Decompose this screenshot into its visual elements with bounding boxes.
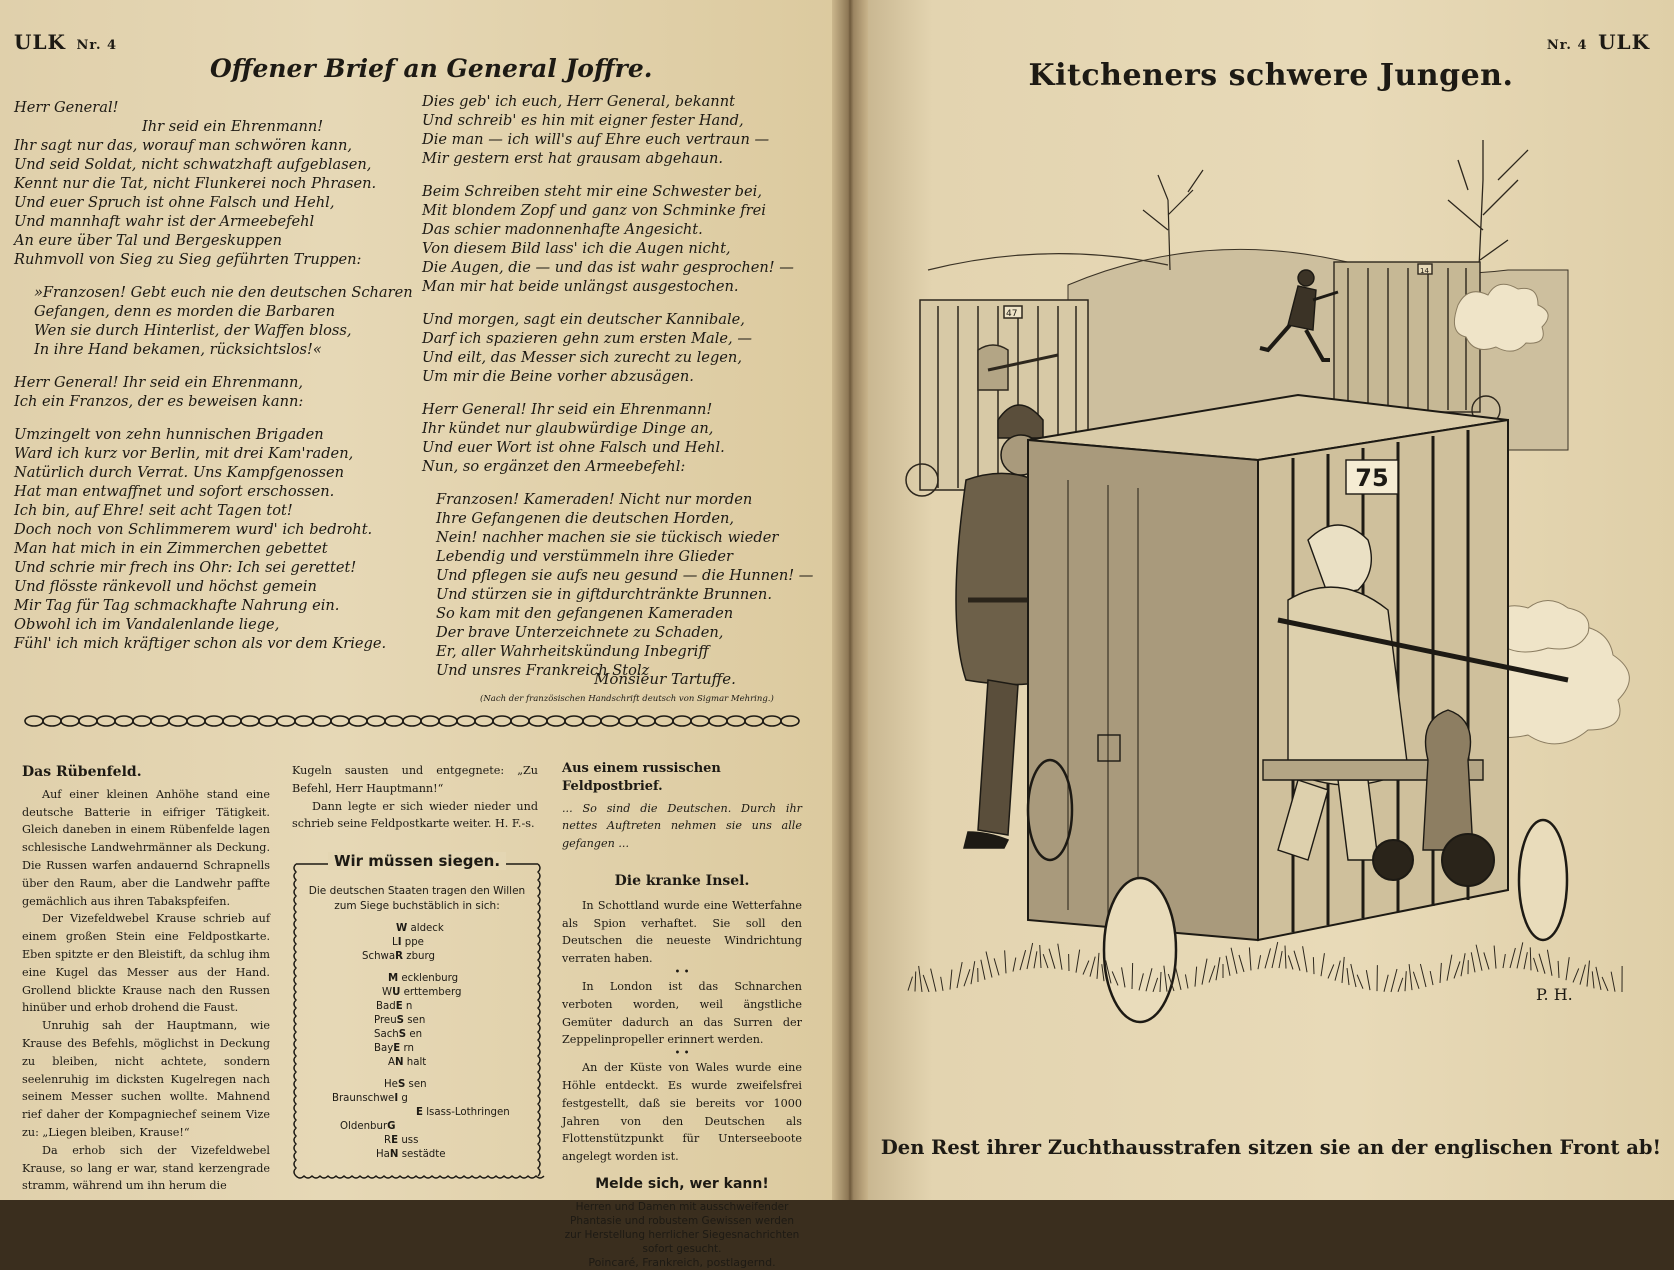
state-suffix: halt: [406, 1057, 427, 1068]
cage-number: 75: [1355, 464, 1389, 492]
chain-link: [25, 716, 43, 726]
poem-line: Man mir hat beide unlängst ausgestochen.: [422, 278, 739, 295]
ruebenfeld-article: [22, 764, 270, 1195]
continuation-paragraph: Dann legte er sich wieder nieder und schrieb seine Feldpostkarte weiter. H. F.-s.: [292, 799, 538, 831]
chain-divider: [22, 712, 802, 730]
poem-line: Ruhmvoll von Sieg zu Sieg geführten Truppen:: [14, 251, 362, 268]
cartoon-caption: Den Rest ihrer Zuchthausstrafen sitzen sie an der englischen Front ab!: [880, 1136, 1662, 1159]
main-cage: [1028, 395, 1568, 1022]
chain-link: [259, 716, 277, 726]
state-name: [340, 1120, 396, 1134]
stanza-gap: [14, 411, 413, 425]
poem-column-1: [14, 98, 413, 653]
state-prefix: Preu: [374, 1015, 397, 1026]
poem-line: Gefangen, denn es morden die Barbaren: [34, 303, 335, 320]
cartoon-illustration: [868, 120, 1674, 1120]
poem-line: Ihr kündet nur glaubwürdige Dinge an,: [422, 420, 714, 437]
state-name: [388, 1056, 426, 1070]
chain-link: [493, 716, 511, 726]
chain-link: [637, 716, 655, 726]
stanza-gap: [422, 476, 813, 490]
poem-line: Und eilt, das Messer sich zurecht zu legen,: [422, 349, 742, 366]
wir-muessen-siegen-box: [292, 852, 542, 1182]
poem-line: Man hat mich in ein Zimmerchen gebettet: [14, 540, 328, 557]
poem-line: Obwohl ich im Vandalenlande liege,: [14, 616, 280, 633]
poem-line: Dies geb' ich euch, Herr General, bekannt: [422, 93, 735, 110]
state-suffix: rn: [403, 1043, 414, 1054]
state-name: [392, 936, 424, 950]
continuation-paragraph: Kugeln sausten und entgegnete: „Zu Befehl, Herr Hauptmann!“: [292, 764, 538, 795]
state-key-letter: R: [395, 951, 403, 962]
insel-paragraph: In London ist das Schnarchen verboten worden, weil ängstliche Gemüter dadurch an das Surren der Zeppelinpropeller erinnert werden.: [562, 979, 802, 1047]
poem-line: Um mir die Beine vorher abzusägen.: [422, 368, 694, 385]
cage-number: 47: [1006, 309, 1018, 319]
chain-link: [295, 716, 313, 726]
state-key-letter: N: [389, 1149, 399, 1160]
poem-line: Mit blondem Zopf und ganz von Schminke frei: [422, 202, 766, 219]
state-suffix: sen: [407, 1015, 426, 1026]
insel-title: Die kranke Insel.: [614, 872, 750, 889]
poem-line: Herr General!: [14, 99, 119, 116]
smoke-cloud: [1454, 284, 1548, 351]
poem-line: Er, aller Wahrheitskündung Inbegriff: [436, 643, 709, 660]
poem-line: Und mannhaft wahr ist der Armeebefehl: [14, 213, 315, 230]
grass: [908, 942, 1622, 992]
melde-title: Melde sich, wer kann!: [595, 1175, 769, 1192]
insel-separator: • •: [674, 1048, 690, 1060]
chain-link: [565, 716, 583, 726]
stanza-gap: [422, 296, 813, 310]
state-key-letter: N: [394, 1057, 404, 1068]
state-prefix: Sach: [374, 1029, 399, 1040]
state-suffix: ecklenburg: [401, 973, 459, 984]
poem-line: Ich ein Franzos, der es beweisen kann:: [14, 393, 304, 410]
poem-title: Offener Brief an General Joffre.: [210, 54, 653, 83]
chain-link: [277, 716, 295, 726]
state-prefix: Bay: [374, 1043, 394, 1054]
chain-link: [547, 716, 565, 726]
chain-link: [529, 716, 547, 726]
right-column: [562, 760, 802, 1270]
state-prefix: W: [382, 987, 393, 998]
poem-line: Und schrie mir frech ins Ohr: Ich sei gerettet!: [14, 559, 357, 576]
cage-number: 14: [1420, 267, 1429, 275]
poem-line: Herr General! Ihr seid ein Ehrenmann,: [14, 374, 304, 391]
chain-link: [133, 716, 151, 726]
feldpostbrief-title: Aus einem russischen Feldpostbrief.: [562, 761, 721, 794]
poem-line: Mir Tag für Tag schmackhafte Nahrung ein.: [14, 597, 340, 614]
left-header-title: ULK: [14, 30, 66, 54]
chain-link: [79, 716, 97, 726]
state-name: [374, 1014, 425, 1028]
chain-link: [187, 716, 205, 726]
state-name: [416, 1106, 510, 1120]
poem-line: In ihre Hand bekamen, rücksichtslos!«: [34, 341, 322, 358]
artist-signature: P. H.: [1536, 985, 1573, 1004]
state-prefix: Braunschwe: [332, 1093, 395, 1104]
poem-line: Und unsres Frankreich Stolz: [436, 662, 650, 679]
state-key-letter: E: [416, 1107, 423, 1118]
right-header-issue: Nr. 4: [1546, 38, 1588, 53]
poem-line: Umzingelt von zehn hunnischen Brigaden: [14, 426, 324, 443]
state-name: [396, 922, 444, 936]
state-key-letter: S: [397, 1079, 406, 1090]
state-name: [382, 986, 461, 1000]
right-header-title: ULK: [1598, 30, 1650, 54]
state-suffix: zburg: [406, 951, 435, 962]
ruebenfeld-continuation: [292, 762, 538, 833]
feldpostbrief-text: ... So sind die Deutschen. Durch ihr nettes Auftreten nehmen sie uns alle gefangen ...: [562, 801, 802, 851]
poem-line: Das schier madonnenhafte Angesicht.: [422, 221, 703, 238]
state-name: [384, 1078, 427, 1092]
chain-link: [43, 716, 61, 726]
melde-text: Herren und Damen mit ausschweifender Phantasie und robustem Gewissen werden zur Herstellung herrlicher Siegesnachrichten sofort gesucht.: [564, 1200, 800, 1255]
poem-line: Die man — ich will's auf Ehre euch vertraun —: [422, 131, 770, 148]
state-prefix: A: [388, 1057, 395, 1068]
poem-line: Ihr seid ein Ehrenmann!: [142, 118, 324, 135]
state-name: [374, 1028, 422, 1042]
chain-link: [583, 716, 601, 726]
state-key-letter: I: [397, 937, 402, 948]
state-name: [332, 1092, 408, 1106]
chain-link: [439, 716, 457, 726]
chain-link: [403, 716, 421, 726]
chain-link: [655, 716, 673, 726]
chain-link: [241, 716, 259, 726]
state-name: [362, 950, 435, 964]
poem-line: Fühl' ich mich kräftiger schon als vor dem Kriege.: [14, 635, 387, 652]
state-key-letter: E: [393, 1043, 401, 1054]
chain-link: [205, 716, 223, 726]
poem-line: Ward ich kurz vor Berlin, mit drei Kam'raden,: [14, 445, 354, 462]
poem-line: Und seid Soldat, nicht schwatzhaft aufgeblasen,: [14, 156, 372, 173]
state-prefix: Schwa: [362, 951, 396, 962]
box-intro: Die deutschen Staaten tragen den Willen zum Siege buchstäblich in sich:: [308, 885, 526, 912]
chain-link: [367, 716, 385, 726]
chain-link: [223, 716, 241, 726]
poem-line: Nun, so ergänzet den Armeebefehl:: [422, 458, 686, 475]
poem-line: Und schreib' es hin mit eigner fester Hand,: [422, 112, 744, 129]
state-key-letter: S: [396, 1015, 404, 1026]
chain-link: [601, 716, 619, 726]
chain-link: [115, 716, 133, 726]
poem-line: Beim Schreiben steht mir eine Schwester bei,: [422, 183, 762, 200]
chain-link: [619, 716, 637, 726]
stanza-gap: [422, 168, 813, 182]
state-suffix: n: [405, 1001, 413, 1012]
chain-link: [457, 716, 475, 726]
state-suffix: g: [401, 1093, 408, 1104]
chain-link: [763, 716, 781, 726]
chain-link: [151, 716, 169, 726]
state-prefix: Bad: [376, 1001, 396, 1012]
state-key-letter: I: [394, 1093, 399, 1104]
state-prefix: He: [384, 1079, 398, 1090]
poem-line: Und stürzen sie in giftdurchtränkte Brunnen.: [436, 586, 772, 603]
poem-line: Und pflegen sie aufs neu gesund — die Hunnen! —: [436, 567, 814, 584]
chain-link: [475, 716, 493, 726]
state-prefix: Oldenbur: [340, 1121, 388, 1132]
poem-line: Lebendig und verstümmeln ihre Glieder: [436, 548, 734, 565]
chain-link: [691, 716, 709, 726]
state-key-letter: U: [392, 987, 401, 998]
insel-paragraph: An der Küste von Wales wurde eine Höhle entdeckt. Es wurde zweifelsfrei festgestellt, daß sie bereits vor 1000 Jahren von den Deutschen als Flottenstützpunkt für Unterseeboote angelegt worden ist.: [562, 1061, 802, 1164]
box-title: Wir müssen siegen.: [328, 852, 506, 870]
right-page: [868, 0, 1674, 1200]
state-suffix: uss: [401, 1135, 419, 1146]
poem-line: So kam mit den gefangenen Kameraden: [436, 605, 734, 622]
poem-line: An eure über Tal und Bergeskuppen: [14, 232, 283, 249]
poem-line: Und euer Wort ist ohne Falsch und Hehl.: [422, 439, 725, 456]
chain-link: [781, 716, 799, 726]
state-suffix: erttemberg: [403, 987, 462, 998]
poem-line: Doch noch von Schlimmerem wurd' ich bedroht.: [14, 521, 373, 538]
stanza-gap: [422, 386, 813, 400]
state-prefix: R: [384, 1135, 392, 1146]
state-suffix: sestädte: [401, 1149, 446, 1160]
chain-link: [349, 716, 367, 726]
chain-link: [331, 716, 349, 726]
poem-line: Nein! nachher machen sie sie tückisch wieder: [436, 529, 779, 546]
chain-link: [169, 716, 187, 726]
insel-paragraph: In Schottland wurde eine Wetterfahne als Spion verhaftet. Sie soll den Deutschen die neueste Windrichtung verraten haben.: [562, 898, 802, 966]
ruebenfeld-title: Das Rübenfeld.: [22, 764, 142, 780]
ruebenfeld-paragraph: Der Vizefeldwebel Krause schrieb auf einem großen Stein eine Feldpostkarte. Eben spitzte er den Bleistift, da schlug ihm eine Kugel das Messer aus der Hand. Grollend blickte Krause nach den Russen hinüber und erhob drohend die Faust.: [22, 912, 270, 1015]
poem-line: Ich bin, auf Ehre! seit acht Tagen tot!: [14, 502, 293, 519]
chain-link: [673, 716, 691, 726]
stanza-gap: [14, 269, 413, 283]
chain-link: [421, 716, 439, 726]
poem-line: Die Augen, die — und das ist wahr gesprochen! —: [422, 259, 794, 276]
chain-link: [511, 716, 529, 726]
state-name: [374, 1042, 414, 1056]
chain-link: [745, 716, 763, 726]
left-header-issue: Nr. 4: [76, 38, 118, 53]
chain-link: [61, 716, 79, 726]
poem-line: Herr General! Ihr seid ein Ehrenmann!: [422, 401, 713, 418]
cartoon-title: Kitcheners schwere Jungen.: [1028, 58, 1514, 93]
poem-line: Franzosen! Kameraden! Nicht nur morden: [436, 491, 753, 508]
ruebenfeld-paragraph: Auf einer kleinen Anhöhe stand eine deutsche Batterie in eifriger Tätigkeit. Gleich daneben in einem Rübenfelde lagen schlesische Landwehrmänner als Deckung. Die Russen warfen andauernd Schrapnells über den Raum, aber die Landwehr paffte gemächlich aus ihren Tabakspfeifen.: [22, 787, 270, 908]
state-key-letter: W: [396, 923, 408, 934]
poem-line: Natürlich durch Verrat. Uns Kampfgenossen: [14, 464, 345, 481]
insel-separator: • •: [674, 966, 690, 978]
poem-line: Von diesem Bild lass' ich die Augen nicht,: [422, 240, 731, 257]
left-header: [14, 30, 121, 54]
poem-line: »Franzosen! Gebt euch nie den deutschen Scharen: [34, 284, 413, 301]
poem-signature: Monsieur Tartuffe.: [594, 670, 736, 688]
left-page: [0, 0, 832, 1269]
poem-line: Der brave Unterzeichnete zu Schaden,: [436, 624, 724, 641]
state-name: [384, 1134, 418, 1148]
state-key-letter: E: [395, 1001, 403, 1012]
chain-link: [727, 716, 745, 726]
poem-line: Und morgen, sagt ein deutscher Kannibale,: [422, 311, 745, 328]
chain-link: [313, 716, 331, 726]
state-key-letter: E: [391, 1135, 399, 1146]
state-suffix: en: [409, 1029, 423, 1040]
state-key-letter: G: [387, 1121, 396, 1132]
page-gutter: [832, 0, 868, 1200]
ruebenfeld-paragraph: Da erhob sich der Vizefeldwebel Krause, so lang er war, stand kerzengrade stramm, während um ihn herum die: [22, 1143, 270, 1193]
state-prefix: Ha: [376, 1149, 390, 1160]
poem-line: Ihr sagt nur das, worauf man schwören kann,: [14, 137, 352, 154]
right-header: [1543, 30, 1650, 54]
state-prefix: L: [392, 937, 398, 948]
state-suffix: sen: [408, 1079, 427, 1090]
melde-signature: Poincaré, Frankreich, postlagernd.: [588, 1255, 776, 1269]
state-name: [376, 1148, 446, 1162]
chain-link: [385, 716, 403, 726]
state-name: [376, 1000, 412, 1014]
state-suffix: ppe: [404, 937, 424, 948]
state-name: [388, 972, 458, 986]
poem-line: Ihre Gefangenen die deutschen Horden,: [436, 510, 735, 527]
poem-line: Kennt nur die Tat, nicht Flunkerei noch Phrasen.: [14, 175, 377, 192]
chain-link: [97, 716, 115, 726]
state-suffix: aldeck: [410, 923, 444, 934]
ruebenfeld-paragraph: Unruhig sah der Hauptmann, wie Krause des Befehls, möglichst in Deckung zu bleiben, nicht achtete, sondern seelenruhig im dicksten Kugelregen nach seinem Messer suchen wollte. Mahnend rief daher der Kompagniechef seinem Vize zu: „Liegen bleiben, Krause!“: [22, 1019, 270, 1139]
state-suffix: lsass-Lothringen: [426, 1107, 510, 1118]
poem-line: Und flösste ränkevoll und höchst gemein: [14, 578, 317, 595]
poem-line: Und euer Spruch ist ohne Falsch und Hehl,: [14, 194, 335, 211]
poem-line: Darf ich spazieren gehn zum ersten Male, —: [422, 330, 752, 347]
poem-column-2: [422, 92, 813, 680]
state-key-letter: S: [398, 1029, 407, 1040]
poem-line: Wen sie durch Hinterlist, der Waffen bloss,: [34, 322, 352, 339]
stanza-gap: [14, 359, 413, 373]
state-key-letter: M: [388, 973, 399, 984]
chain-link: [709, 716, 727, 726]
poem-line: Hat man entwaffnet und sofort erschossen.: [14, 483, 335, 500]
poem-line: Mir gestern erst hat grausam abgehaun.: [422, 150, 724, 167]
poem-credit: (Nach der französischen Handschrift deutsch von Sigmar Mehring.): [480, 694, 774, 704]
